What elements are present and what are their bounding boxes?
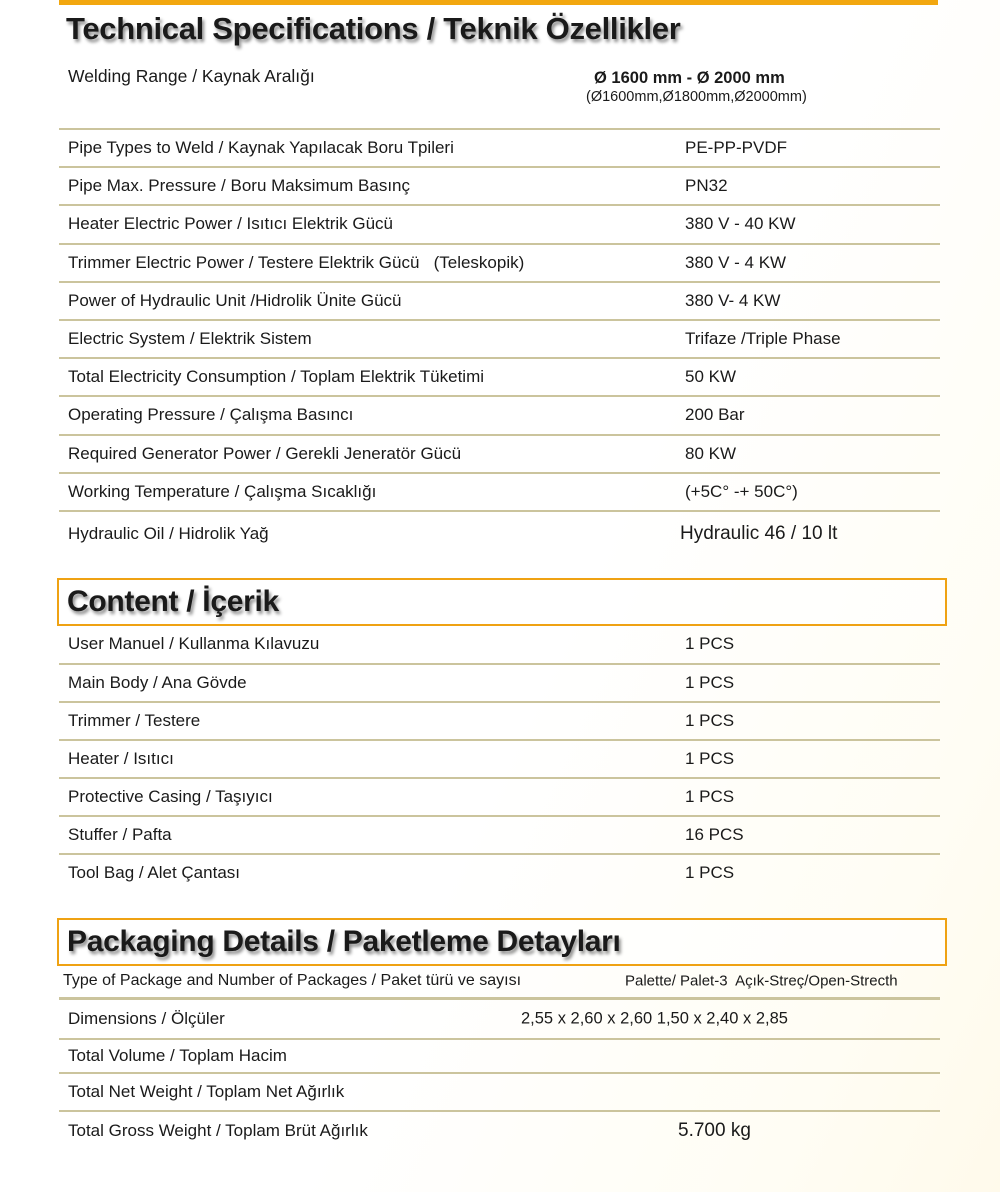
spec-row bbox=[59, 472, 940, 510]
row-value: Trifaze /Triple Phase bbox=[685, 329, 841, 349]
row-label: Electric System / Elektrik Sistem bbox=[68, 329, 312, 349]
spec-row bbox=[59, 319, 940, 357]
row-value: (+5C° -+ 50C°) bbox=[685, 481, 798, 501]
row-value: 1 PCS bbox=[685, 749, 735, 768]
row-value: 1 PCS bbox=[685, 634, 735, 653]
row-value: 380 V - 4 KW bbox=[685, 252, 787, 272]
page-title: Technical Specifications / Teknik Özellikler bbox=[66, 11, 681, 46]
content-row bbox=[59, 625, 940, 663]
row-value: Palette/ Palet-3 Açık-Streç/Open-Strecth bbox=[625, 972, 898, 990]
row-value: 1 PCS bbox=[685, 787, 735, 806]
row-label: User Manuel / Kullanma Kılavuzu bbox=[68, 634, 320, 653]
row-value: 1 PCS bbox=[685, 863, 735, 882]
spec-row bbox=[59, 357, 940, 395]
row-label: Total Volume / Toplam Hacim bbox=[68, 1046, 287, 1065]
packaging-row bbox=[59, 1040, 940, 1074]
row-label: Trimmer / Testere bbox=[68, 711, 201, 730]
row-label: Operating Pressure / Çalışma Basıncı bbox=[68, 405, 354, 425]
row-label: Trimmer Electric Power / Testere Elektrik Gücü (Teleskopik) bbox=[68, 252, 525, 272]
row-label: Total Gross Weight / Toplam Brüt Ağırlık bbox=[68, 1121, 368, 1140]
spec-row bbox=[59, 243, 940, 281]
spec-row bbox=[59, 128, 940, 166]
welding-range-label: Welding Range / Kaynak Aralığı bbox=[68, 66, 315, 86]
row-value: 16 PCS bbox=[685, 825, 744, 844]
row-label: Tool Bag / Alet Çantası bbox=[68, 863, 240, 882]
row-label: Power of Hydraulic Unit /Hidrolik Ünite Gücü bbox=[68, 290, 402, 310]
row-value: 200 Bar bbox=[685, 405, 745, 425]
row-value: 380 V- 4 KW bbox=[685, 290, 781, 310]
packaging-section-header bbox=[57, 918, 947, 966]
row-value: 50 KW bbox=[685, 367, 737, 387]
welding-range-value: Ø 1600 mm - Ø 2000 mm bbox=[594, 69, 785, 87]
row-label: Pipe Types to Weld / Kaynak Yapılacak Boru Tpileri bbox=[68, 138, 454, 158]
spec-row bbox=[59, 510, 940, 556]
row-label: Hydraulic Oil / Hidrolik Yağ bbox=[68, 523, 269, 543]
row-label: Required Generator Power / Gerekli Jeneratör Gücü bbox=[68, 443, 462, 463]
row-label: Main Body / Ana Gövde bbox=[68, 673, 247, 692]
row-value: Hydraulic 46 / 10 lt bbox=[680, 522, 838, 544]
content-row bbox=[59, 853, 940, 891]
content-row bbox=[59, 663, 940, 701]
packaging-section-title: Packaging Details / Paketleme Detayları bbox=[67, 925, 621, 958]
row-label: Working Temperature / Çalışma Sıcaklığı bbox=[68, 481, 377, 501]
row-value: 1 PCS bbox=[685, 711, 735, 730]
row-label: Heater Electric Power / Isıtıcı Elektrik Gücü bbox=[68, 214, 393, 234]
row-label: Protective Casing / Taşıyıcı bbox=[68, 787, 273, 806]
content-row bbox=[59, 815, 940, 853]
row-value: 380 V - 40 KW bbox=[685, 214, 796, 234]
content-section-title: Content / İçerik bbox=[67, 585, 279, 618]
row-label: Type of Package and Number of Packages / Paket türü ve sayısı bbox=[63, 972, 522, 989]
top-accent-bar bbox=[59, 0, 938, 5]
welding-range-detail: (Ø1600mm,Ø1800mm,Ø2000mm) bbox=[586, 89, 807, 105]
spec-row bbox=[59, 434, 940, 472]
spec-row bbox=[59, 281, 940, 319]
row-label: Total Net Weight / Toplam Net Ağırlık bbox=[68, 1082, 345, 1101]
row-label: Total Electricity Consumption / Toplam Elektrik Tüketimi bbox=[68, 367, 485, 387]
spec-row bbox=[59, 204, 940, 242]
row-value: PN32 bbox=[685, 176, 728, 196]
spec-row bbox=[59, 395, 940, 433]
content-table bbox=[59, 625, 940, 891]
content-row bbox=[59, 777, 940, 815]
row-value: 5.700 kg bbox=[678, 1120, 751, 1141]
content-section-header bbox=[57, 578, 947, 626]
row-label: Pipe Max. Pressure / Boru Maksimum Basınç bbox=[68, 176, 411, 196]
row-label: Dimensions / Ölçüler bbox=[68, 1009, 225, 1028]
row-value: 80 KW bbox=[685, 443, 737, 463]
row-label: Heater / Isıtıcı bbox=[68, 749, 174, 768]
content-row bbox=[59, 701, 940, 739]
row-value: PE-PP-PVDF bbox=[685, 138, 788, 158]
row-value: 1 PCS bbox=[685, 673, 735, 692]
row-value: 2,55 x 2,60 x 2,60 1,50 x 2,40 x 2,85 bbox=[521, 1009, 788, 1028]
row-label: Stuffer / Pafta bbox=[68, 825, 172, 844]
tech-spec-table bbox=[59, 128, 940, 556]
content-row bbox=[59, 739, 940, 777]
packaging-row bbox=[59, 1000, 940, 1040]
spec-row bbox=[59, 166, 940, 204]
packaging-table bbox=[59, 965, 940, 1150]
packaging-row bbox=[59, 1074, 940, 1112]
packaging-row bbox=[59, 1112, 940, 1150]
packaging-row bbox=[59, 965, 940, 1000]
